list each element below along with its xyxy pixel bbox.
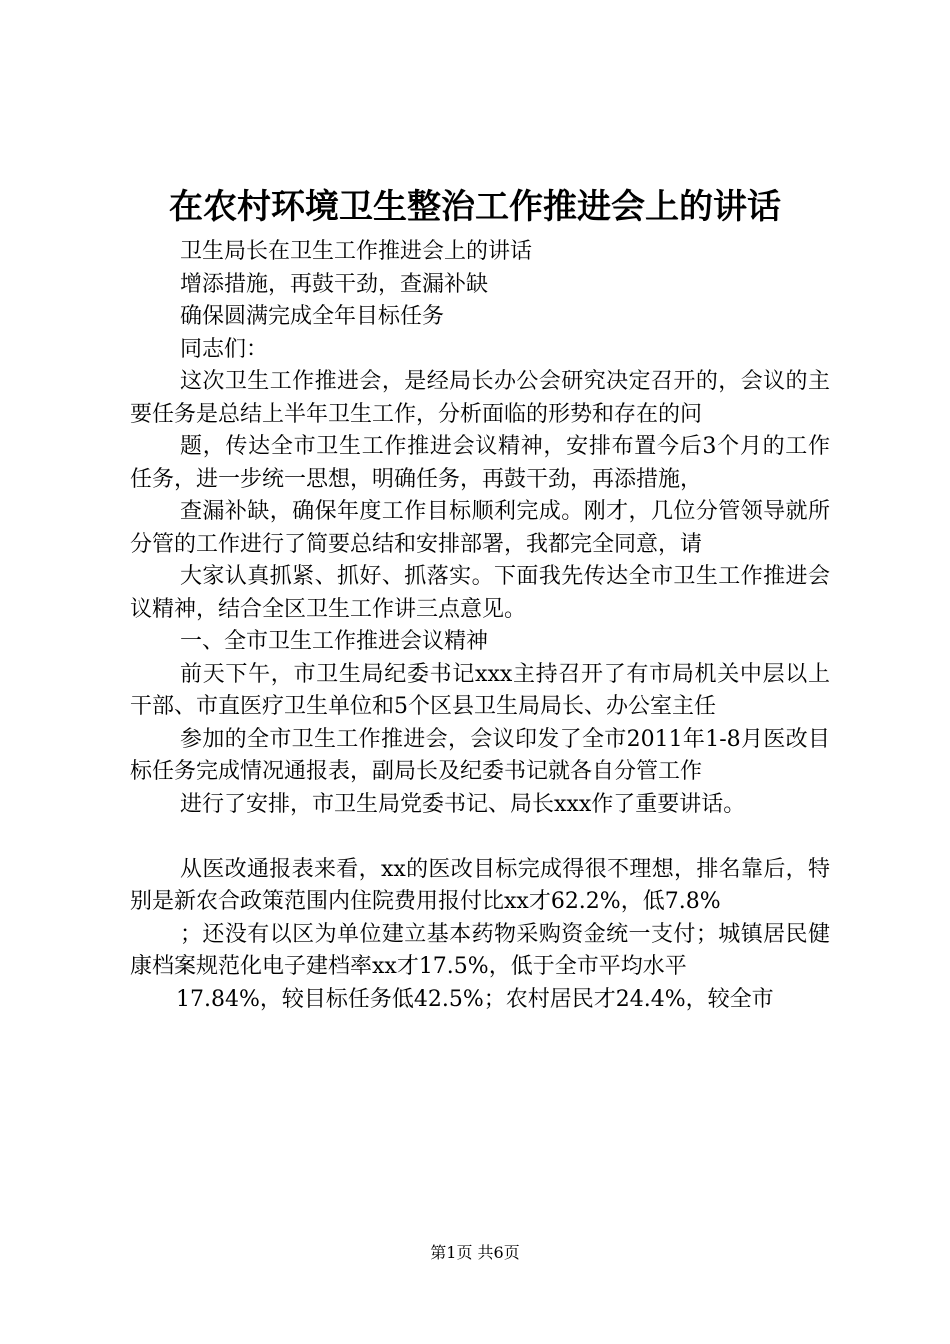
document-body: [130, 236, 830, 1016]
blank-line: [130, 821, 830, 854]
subtitle-line: 确保圆满完成全年目标任务: [180, 304, 445, 329]
body-paragraph: 进行了安排，市卫生局党委书记、局长xxx作了重要讲话。: [180, 791, 746, 817]
body-paragraph: 这次卫生工作推进会，是经局长办公会研究决定召开的，会议的主要任务是总结上半年卫生工作，分析面临的形势和存在的问: [130, 369, 830, 427]
section-heading: 一、全市卫生工作推进会议精神: [180, 629, 489, 654]
body-paragraph: 17.84%，较目标任务低42.5%；农村居民才24.4%，较全市: [176, 986, 774, 1012]
body-paragraph: 前天下午，市卫生局纪委书记xxx主持召开了有市局机关中层以上干部、市直医疗卫生单位和5个区县卫生局局长、办公室主任: [130, 661, 830, 719]
body-paragraph: 查漏补缺，确保年度工作目标顺利完成。刚才，几位分管领导就所分管的工作进行了简要总结和安排部署，我都完全同意，请: [130, 499, 830, 557]
body-paragraph: 从医改通报表来看，xx的医改目标完成得很不理想，排名靠后，特别是新农合政策范围内住院费用报付比xx才62.2%，低7.8%: [130, 856, 830, 914]
body-paragraph: 大家认真抓紧、抓好、抓落实。下面我先传达全市卫生工作推进会议精神，结合全区卫生工作讲三点意见。: [130, 564, 830, 622]
body-paragraph: 题，传达全市卫生工作推进会议精神，安排布置今后3个月的工作任务，进一步统一思想，明确任务，再鼓干劲，再添措施，: [130, 434, 830, 492]
document-title: 在农村环境卫生整治工作推进会上的讲话: [169, 187, 781, 227]
body-paragraph: ；还没有以区为单位建立基本药物采购资金统一支付；城镇居民健康档案规范化电子建档率xx才17.5%，低于全市平均水平: [130, 921, 830, 979]
salutation: 同志们：: [180, 336, 269, 362]
subtitle-line: 卫生局长在卫生工作推进会上的讲话: [180, 239, 533, 264]
subtitle-line: 增添措施，再鼓干劲，查漏补缺: [180, 271, 489, 297]
page-footer: 第1页 共6页: [430, 1243, 520, 1262]
body-paragraph: 参加的全市卫生工作推进会，会议印发了全市2011年1-8月医改目标任务完成情况通报表，副局长及纪委书记就各自分管工作: [130, 726, 830, 784]
